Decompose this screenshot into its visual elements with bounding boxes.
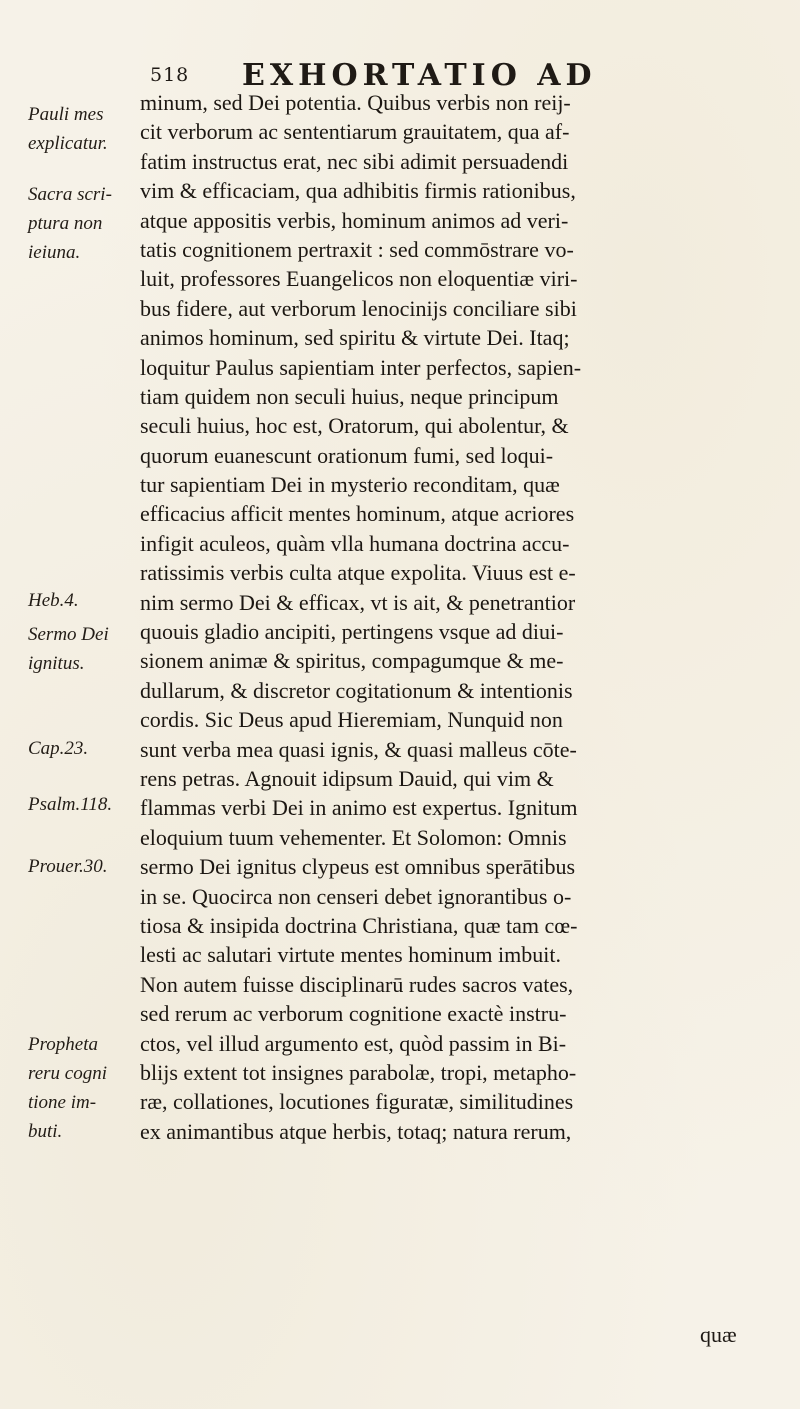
text-line: dullarum, & discretor cogitationum & intentionis	[140, 677, 573, 703]
text-line: loquitur Paulus sapientiam inter perfectos, sapien-	[140, 354, 582, 380]
text-line: efficacius afficit mentes hominum, atque acriores	[140, 501, 575, 527]
marginal-note-line: buti.	[28, 1121, 63, 1142]
text-line: tiam quidem non seculi huius, neque principum	[140, 383, 559, 409]
text-line: rens petras. Agnouit idipsum Dauid, qui vim &	[140, 765, 554, 791]
marginal-note-line: reru cogni	[28, 1063, 107, 1084]
text-line: sed rerum ac verborum cognitione exactè instru-	[140, 1001, 567, 1027]
text-line: seculi huius, hoc est, Oratorum, qui abolentur, &	[140, 413, 569, 439]
text-line: sunt verba mea quasi ignis, & quasi malleus cōte-	[140, 736, 577, 762]
marginal-note-line: Sermo Dei	[28, 624, 109, 645]
marginal-note-line: explicatur.	[28, 133, 108, 154]
text-line: ratissimis verbis culta atque expolita. Viuus est e-	[140, 560, 576, 586]
text-line: minum, sed Dei potentia. Quibus verbis non reij-	[140, 90, 571, 115]
text-line: cordis. Sic Deus apud Hieremiam, Nunquid non	[140, 707, 563, 733]
text-line: tiosa & insipida doctrina Christiana, quæ tam cœ-	[140, 912, 578, 938]
text-line: eloquium tuum vehementer. Et Solomon: Omnis	[140, 824, 567, 850]
text-line: ctos, vel illud argumento est, quòd passim in Bi-	[140, 1030, 567, 1056]
marginal-note-line: Prouer.30.	[28, 856, 108, 877]
text-line: in se. Quocirca non censeri debet ignorantibus o-	[140, 883, 572, 909]
catchword: quæ	[700, 1322, 737, 1347]
marginal-note-line: Psalm.118.	[28, 794, 113, 815]
text-line: quouis gladio ancipiti, pertingens vsque ad diui-	[140, 619, 564, 645]
marginal-note-line: Pauli mes	[28, 104, 104, 125]
text-line: luit, professores Euangelicos non eloquentiæ viri-	[140, 266, 578, 292]
text-line: fatim instructus erat, nec sibi adimit persuadendi	[140, 148, 569, 174]
text-line: atque appositis verbis, hominum animos ad veri-	[140, 207, 569, 233]
text-line: animos hominum, sed spiritu & virtute Dei. Itaq;	[140, 325, 570, 351]
text-line: ex animantibus atque herbis, totaq; natura rerum,	[140, 1118, 572, 1144]
text-line: tatis cognitionem pertraxit : sed commōstrare vo-	[140, 236, 574, 262]
marginal-note-line: tione im-	[28, 1092, 97, 1113]
running-title: EXHORTATIO AD	[242, 58, 597, 93]
marginal-note-line: Heb.4.	[28, 590, 79, 611]
text-line: tur sapientiam Dei in mysterio reconditam, quæ	[140, 472, 560, 498]
text-line: sionem animæ & spiritus, compagumque & me-	[140, 648, 564, 674]
text-line: infigit aculeos, quàm vlla humana doctrina accu-	[140, 530, 570, 556]
text-line: Non autem fuisse disciplinarū rudes sacros vates,	[140, 971, 574, 997]
marginal-note-line: ieiuna.	[28, 242, 81, 263]
marginal-note-line: Cap.23.	[28, 738, 89, 759]
text-line: flammas verbi Dei in animo est expertus. Ignitum	[140, 795, 578, 821]
text-line: bus fidere, aut verborum lenocinijs conciliare sibi	[140, 295, 577, 321]
marginal-note-line: Propheta	[28, 1034, 99, 1055]
marginal-note-line: ptura non	[28, 213, 103, 234]
body-text	[140, 88, 780, 1146]
text-line: ræ, collationes, locutiones figuratæ, similitudines	[140, 1089, 574, 1115]
text-line: quorum euanescunt orationum fumi, sed loqui-	[140, 442, 554, 468]
text-line: vim & efficaciam, qua adhibitis firmis rationibus,	[140, 178, 576, 204]
text-line: blijs extent tot insignes parabolæ, tropi, metapho-	[140, 1059, 577, 1085]
marginal-note-line: Sacra scri-	[28, 184, 112, 205]
page-number: 518	[150, 64, 190, 86]
marginal-note-line: ignitus.	[28, 653, 85, 674]
text-line: lesti ac salutari virtute mentes hominum imbuit.	[140, 942, 561, 968]
text-line: nim sermo Dei & efficax, vt is ait, & penetrantior	[140, 589, 576, 615]
text-line: cit verborum ac sententiarum grauitatem, qua af-	[140, 119, 570, 145]
text-line: sermo Dei ignitus clypeus est omnibus sperātibus	[140, 854, 576, 880]
